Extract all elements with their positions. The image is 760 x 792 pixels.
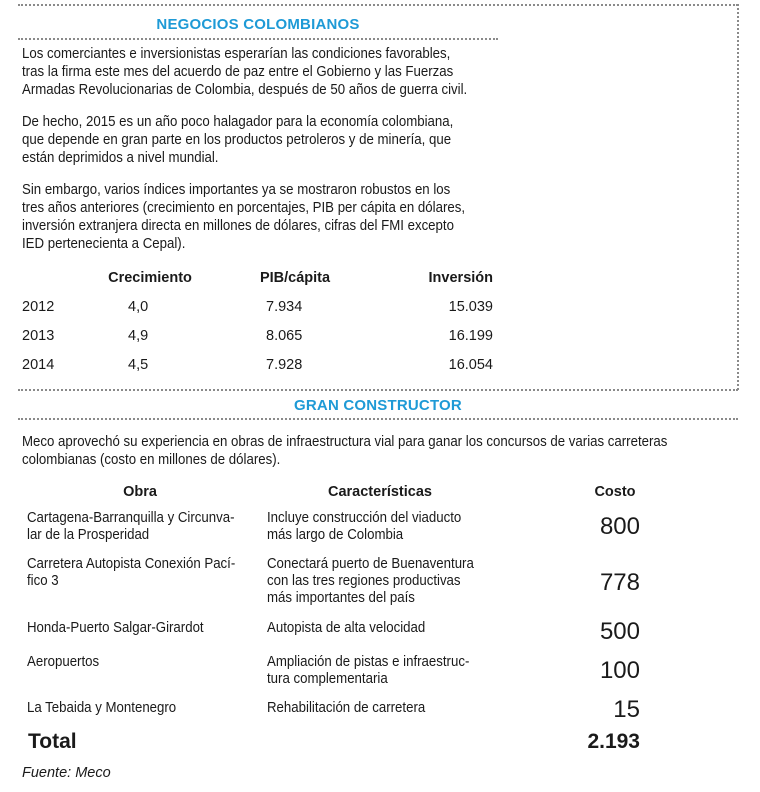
- crecimiento-cell: 4,9: [128, 328, 149, 344]
- inversion-cell: 16.054: [448, 357, 493, 373]
- text-line: colombianas (costo en millones de dólares).: [22, 452, 281, 468]
- header-caracteristicas: Características: [328, 484, 432, 500]
- crecimiento-cell: 4,0: [128, 299, 149, 315]
- header-pib: PIB/cápita: [259, 270, 331, 286]
- section1-right-border: [737, 4, 739, 390]
- text-line: tres años anteriores (crecimiento en porcentajes, PIB per cápita en dólares,: [22, 200, 466, 216]
- caracteristicas-cell: con las tres regiones productivas: [267, 573, 461, 589]
- obra-cell: Cartagena-Barranquilla y Circunva-: [27, 510, 235, 526]
- costo-cell: 778: [599, 569, 640, 596]
- text-line: Armadas Revolucionarias de Colombia, después de 50 años de guerra civil.: [22, 82, 468, 98]
- text-line: Sin embargo, varios índices importantes ya se mostraron robustos en los: [22, 182, 451, 198]
- text-line: De hecho, 2015 es un año poco halagador para la economía colombiana,: [22, 114, 454, 130]
- obra-cell: La Tebaida y Montenegro: [27, 700, 177, 716]
- header-inversion: Inversión: [428, 270, 493, 286]
- text-line: tras la firma este mes del acuerdo de paz entre el Gobierno y las Fuerzas: [22, 64, 454, 80]
- header-crecimiento: Crecimiento: [108, 270, 192, 286]
- obra-cell: Honda-Puerto Salgar-Girardot: [27, 620, 204, 636]
- section1-title-rule: [18, 38, 498, 40]
- crecimiento-cell: 4,5: [128, 357, 149, 373]
- obra-cell: fico 3: [27, 573, 59, 589]
- caracteristicas-cell: más largo de Colombia: [267, 527, 404, 543]
- obra-cell: Carretera Autopista Conexión Pací-: [27, 556, 236, 572]
- text-line: Los comerciantes e inversionistas esperarían las condiciones favorables,: [22, 46, 451, 62]
- inversion-cell: 15.039: [448, 299, 493, 315]
- caracteristicas-cell: Autopista de alta velocidad: [267, 620, 426, 636]
- caracteristicas-cell: Rehabilitación de carretera: [267, 700, 426, 716]
- top-dotted-rule: [18, 4, 738, 6]
- text-line: Meco aprovechó su experiencia en obras de infraestructura vial para ganar los concursos de varias carreteras: [22, 434, 668, 450]
- inversion-cell: 16.199: [448, 328, 493, 344]
- costo-cell: 800: [599, 513, 640, 540]
- year-cell: 2013: [22, 328, 55, 344]
- obra-cell: lar de la Prosperidad: [27, 527, 150, 543]
- section2-title-rule: [18, 418, 738, 420]
- section1-title: NEGOCIOS COLOMBIANOS: [156, 16, 360, 33]
- costo-cell: 100: [599, 657, 640, 684]
- caracteristicas-cell: Conectará puerto de Buenaventura: [267, 556, 474, 572]
- pib-cell: 8.065: [266, 328, 303, 344]
- pib-cell: 7.934: [266, 299, 303, 315]
- total-label: Total: [28, 730, 77, 753]
- caracteristicas-cell: Incluye construcción del viaducto: [267, 510, 462, 526]
- text-line: que depende en gran parte en los productos petroleros y de minería, que: [22, 132, 452, 148]
- costo-cell: 500: [599, 618, 640, 645]
- caracteristicas-cell: tura complementaria: [267, 671, 388, 687]
- year-cell: 2014: [22, 357, 55, 373]
- section2-title: GRAN CONSTRUCTOR: [294, 397, 462, 414]
- section-divider-rule: [18, 389, 738, 391]
- source-note: Fuente: Meco: [22, 765, 111, 781]
- year-cell: 2012: [22, 299, 55, 315]
- caracteristicas-cell: más importantes del país: [267, 590, 415, 606]
- costo-cell: 15: [613, 696, 640, 723]
- header-costo: Costo: [594, 484, 636, 500]
- text-line: inversión extranjera directa en millones de dólares, cifras del FMI excepto: [22, 218, 454, 234]
- text-line: están deprimidos a nivel mundial.: [22, 150, 219, 166]
- header-obra: Obra: [123, 484, 157, 500]
- text-line: IED pertenecienta a Cepal).: [22, 236, 186, 252]
- total-value: 2.193: [587, 730, 640, 753]
- caracteristicas-cell: Ampliación de pistas e infraestruc-: [267, 654, 470, 670]
- pib-cell: 7.928: [266, 357, 303, 373]
- obra-cell: Aeropuertos: [27, 654, 100, 670]
